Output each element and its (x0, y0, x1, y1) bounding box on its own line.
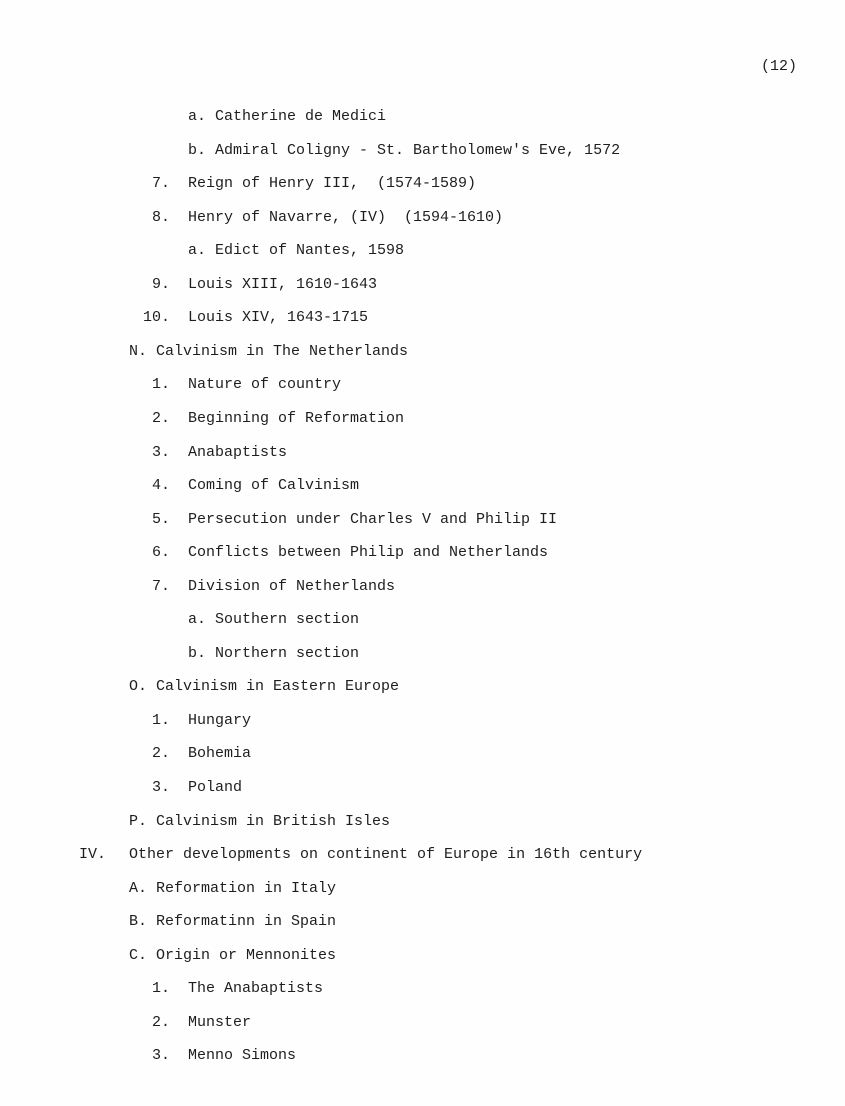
outline-text: b. Northern section (188, 645, 360, 662)
outline-text: Henry of Navarre, (IV) (1594-1610) (188, 209, 504, 226)
outline-text: Poland (188, 779, 243, 796)
outline-number: 2. (151, 745, 170, 762)
outline-number: 3. (151, 1047, 170, 1064)
outline-text: Persecution under Charles V and Philip II (188, 511, 558, 528)
outline-text: a. Edict of Nantes, 1598 (188, 242, 405, 259)
outline-number: 5. (151, 511, 170, 528)
outline-number: 1. (151, 712, 170, 729)
outline-number: 6. (151, 544, 170, 561)
outline-text: O. Calvinism in Eastern Europe (129, 678, 400, 695)
outline-text: Hungary (188, 712, 252, 729)
outline-number: 3. (151, 779, 170, 796)
outline-number: 8. (151, 209, 170, 226)
outline-text: Beginning of Reformation (188, 410, 405, 427)
outline-number: 3. (151, 444, 170, 461)
outline-number: 1. (151, 980, 170, 997)
outline-number: 1. (151, 376, 170, 393)
outline-text: Louis XIII, 1610-1643 (188, 276, 378, 293)
outline-number: 4. (151, 477, 170, 494)
outline-text: Division of Netherlands (188, 578, 396, 595)
outline-text: Bohemia (188, 745, 252, 762)
outline-text: A. Reformation in Italy (129, 880, 337, 897)
outline-text: Anabaptists (188, 444, 288, 461)
outline-text: Menno Simons (188, 1047, 297, 1064)
page-number: (12) (761, 58, 798, 75)
outline-number: 10. (142, 309, 170, 326)
outline-text: B. Reformatinn in Spain (129, 913, 337, 930)
outline-text: N. Calvinism in The Netherlands (129, 343, 409, 360)
outline-text: The Anabaptists (188, 980, 324, 997)
outline-text: Reign of Henry III, (1574-1589) (188, 175, 477, 192)
outline-number: 2. (151, 1014, 170, 1031)
outline-text: Munster (188, 1014, 252, 1031)
outline-text: Louis XIV, 1643-1715 (188, 309, 369, 326)
outline-text: b. Admiral Coligny - St. Bartholomew's Eve, 1572 (188, 142, 621, 159)
outline-number: 7. (151, 175, 170, 192)
outline-text: Coming of Calvinism (188, 477, 360, 494)
outline-text: a. Southern section (188, 611, 360, 628)
outline-number: 7. (151, 578, 170, 595)
outline-text: C. Origin or Mennonites (129, 947, 337, 964)
outline-text: Nature of country (188, 376, 342, 393)
outline-number: 2. (151, 410, 170, 427)
outline-text: Other developments on continent of Europe in 16th century (129, 846, 643, 863)
outline-text: a. Catherine de Medici (188, 108, 387, 125)
outline-text: Conflicts between Philip and Netherlands (188, 544, 549, 561)
outline-text: P. Calvinism in British Isles (129, 813, 391, 830)
outline-number: IV. (79, 846, 107, 863)
outline-number: 9. (151, 276, 170, 293)
